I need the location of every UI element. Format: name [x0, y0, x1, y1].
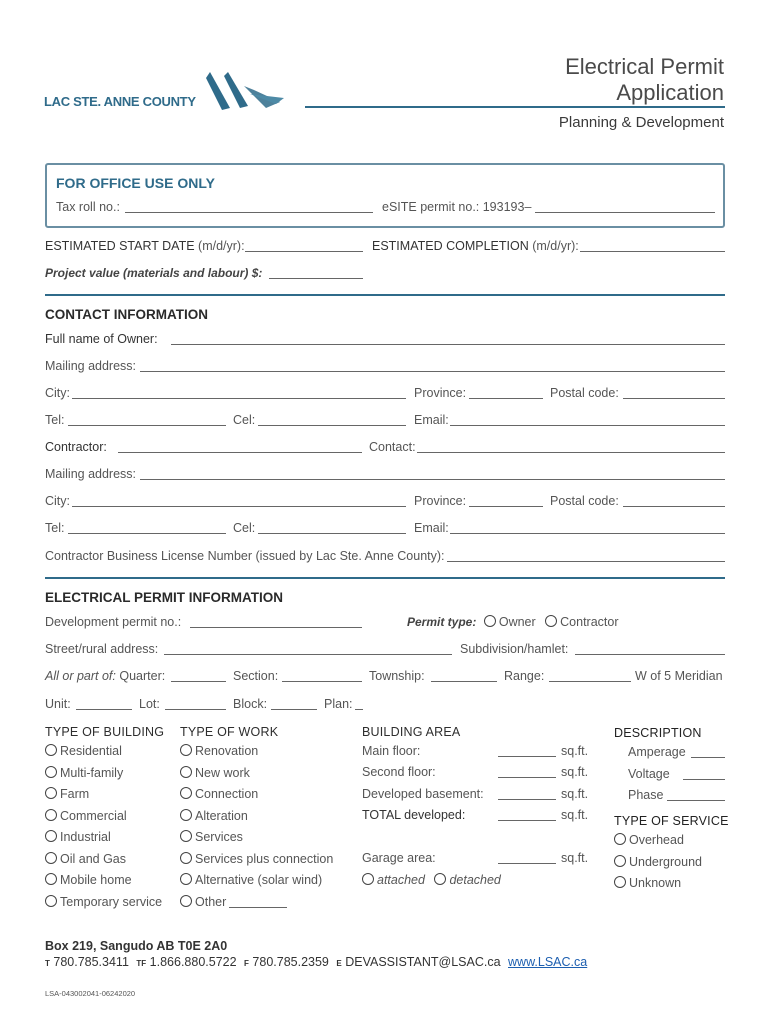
contractor-contact-label: Contact: — [369, 440, 416, 454]
building-type-oil-and-gas[interactable]: Oil and Gas — [45, 852, 162, 874]
esite-field[interactable] — [535, 212, 715, 213]
owner-mailing-label: Mailing address: — [45, 359, 137, 373]
section-rule — [45, 294, 725, 296]
radio-icon[interactable] — [180, 830, 192, 842]
license-field[interactable] — [447, 561, 725, 562]
radio-icon[interactable] — [45, 787, 57, 799]
lot-label: Lot: — [139, 697, 160, 711]
total-developed-unit: sq.ft. — [561, 808, 589, 822]
radio-icon[interactable] — [180, 809, 192, 821]
contractor-tel-field[interactable] — [68, 533, 226, 534]
contractor-cel-field[interactable] — [258, 533, 406, 534]
license-label: Contractor Business License Number (issued by Lac Ste. Anne County): — [45, 549, 445, 563]
quarter-label: All or part of: Quarter: — [45, 669, 166, 683]
work-type-connection[interactable]: Connection — [180, 787, 333, 809]
owner-cel-field[interactable] — [258, 425, 406, 426]
radio-icon[interactable] — [434, 873, 446, 885]
garage-area-unit: sq.ft. — [561, 851, 589, 865]
radio-icon[interactable] — [45, 830, 57, 842]
contractor-tel-label: Tel: — [45, 521, 65, 535]
meridian-label: W of 5 Meridian — [635, 669, 723, 683]
work-type-renovation[interactable]: Renovation — [180, 744, 333, 766]
total-developed-label: TOTAL developed: — [362, 808, 466, 822]
county-name: LAC STE. ANNE COUNTY — [44, 94, 196, 109]
service-list — [614, 833, 702, 898]
contractor-city-label: City: — [45, 494, 70, 508]
description-heading: DESCRIPTION — [614, 726, 702, 740]
work-type-other[interactable]: Other — [180, 895, 333, 917]
owner-province-field[interactable] — [469, 398, 543, 399]
dev-permit-label: Development permit no.: — [45, 615, 182, 629]
owner-tel-label: Tel: — [45, 413, 65, 427]
amperage-label: Amperage — [628, 745, 686, 759]
title-rule — [305, 106, 725, 108]
contractor-postal-field[interactable] — [623, 506, 725, 507]
footer-address: Box 219, Sangudo AB T0E 2A0 — [45, 939, 228, 953]
title-line-2: Application — [616, 80, 724, 105]
section-label: Section: — [233, 669, 279, 683]
permit-type-contractor-option[interactable]: Contractor — [545, 615, 618, 629]
other-field[interactable] — [229, 907, 287, 908]
footer-website-link[interactable]: www.LSAC.ca — [508, 955, 588, 969]
service-unknown[interactable]: Unknown — [614, 876, 702, 898]
work-type-services-plus-connection[interactable]: Services plus connection — [180, 852, 333, 874]
project-value-field[interactable] — [269, 278, 363, 279]
section-rule — [45, 577, 725, 579]
permit-type-owner-option[interactable]: Owner — [484, 615, 536, 629]
unit-label: Unit: — [45, 697, 71, 711]
footer-toll-free: 1.866.880.5722 — [149, 955, 237, 969]
township-field[interactable] — [431, 681, 497, 682]
quarter-field[interactable] — [171, 681, 226, 682]
owner-city-label: City: — [45, 386, 70, 400]
dev-permit-field[interactable] — [190, 627, 362, 628]
lot-field[interactable] — [165, 709, 226, 710]
contractor-field[interactable] — [118, 452, 362, 453]
start-date-field[interactable] — [245, 251, 363, 252]
radio-icon[interactable] — [180, 873, 192, 885]
permit-type-label: Permit type: — [407, 615, 477, 629]
range-label: Range: — [504, 669, 545, 683]
unit-field[interactable] — [76, 709, 132, 710]
permit-heading: ELECTRICAL PERMIT INFORMATION — [45, 590, 283, 605]
service-underground[interactable]: Underground — [614, 855, 702, 877]
radio-icon[interactable] — [614, 833, 626, 845]
radio-icon[interactable] — [614, 855, 626, 867]
garage-area-label: Garage area: — [362, 851, 436, 865]
building-type-farm[interactable]: Farm — [45, 787, 162, 809]
amperage-field[interactable] — [691, 757, 725, 758]
title-line-1: Electrical Permit — [565, 54, 724, 79]
plan-label: Plan: — [324, 697, 353, 711]
contractor-province-label: Province: — [414, 494, 467, 508]
block-label: Block: — [233, 697, 268, 711]
contractor-mailing-label: Mailing address: — [45, 467, 137, 481]
contractor-postal-label: Postal code: — [550, 494, 619, 508]
contact-heading: CONTACT INFORMATION — [45, 307, 208, 322]
work-type-heading: TYPE OF WORK — [180, 725, 279, 739]
subdivision-field[interactable] — [575, 654, 725, 655]
work-type-alteration[interactable]: Alteration — [180, 809, 333, 831]
office-use-heading: FOR OFFICE USE ONLY — [56, 175, 215, 191]
contractor-email-label: Email: — [414, 521, 449, 535]
phase-field[interactable] — [667, 800, 725, 801]
street-field[interactable] — [164, 654, 452, 655]
footer-phone: 780.785.3411 — [53, 955, 129, 969]
radio-icon[interactable] — [180, 852, 192, 864]
garage-attached-group — [362, 873, 501, 887]
county-logo — [44, 68, 284, 116]
work-type-alternative[interactable]: Alternative (solar wind) — [180, 873, 333, 895]
phase-label: Phase — [628, 788, 664, 802]
start-date-label: ESTIMATED START DATE (m/d/yr): — [45, 239, 245, 253]
office-use-box — [45, 163, 725, 228]
township-label: Township: — [369, 669, 425, 683]
radio-icon[interactable] — [545, 615, 557, 627]
radio-icon[interactable] — [362, 873, 374, 885]
building-type-industrial[interactable]: Industrial — [45, 830, 162, 852]
basement-unit: sq.ft. — [561, 787, 589, 801]
garage-detached-option[interactable]: detached — [434, 873, 500, 887]
owner-mailing-field[interactable] — [140, 371, 725, 372]
completion-date-label: ESTIMATED COMPLETION (m/d/yr): — [372, 239, 579, 253]
main-floor-label: Main floor: — [362, 744, 421, 758]
contractor-city-field[interactable] — [72, 506, 406, 507]
radio-icon[interactable] — [180, 766, 192, 778]
garage-area-field[interactable] — [498, 863, 556, 864]
owner-email-field[interactable] — [450, 425, 725, 426]
second-floor-field[interactable] — [498, 777, 556, 778]
service-overhead[interactable]: Overhead — [614, 833, 702, 855]
work-type-list — [180, 744, 333, 916]
building-type-residential[interactable]: Residential — [45, 744, 162, 766]
county-logo-mark — [204, 68, 290, 116]
section-field[interactable] — [282, 681, 362, 682]
voltage-label: Voltage — [628, 767, 670, 781]
total-developed-field[interactable] — [498, 820, 556, 821]
building-type-commercial[interactable]: Commercial — [45, 809, 162, 831]
completion-date-field[interactable] — [580, 251, 725, 252]
footer-contacts: T 780.785.3411 TF 1.866.880.5722 F 780.785.2359 E DEVASSISTANT@LSAC.ca www.LSAC.ca — [45, 955, 588, 969]
contractor-email-field[interactable] — [450, 533, 725, 534]
contractor-province-field[interactable] — [469, 506, 543, 507]
service-heading: TYPE OF SERVICE — [614, 814, 729, 828]
building-type-list — [45, 744, 162, 916]
radio-icon[interactable] — [180, 895, 192, 907]
building-type-temporary-service[interactable]: Temporary service — [45, 895, 162, 917]
radio-icon[interactable] — [45, 809, 57, 821]
owner-field[interactable] — [171, 344, 725, 345]
owner-email-label: Email: — [414, 413, 449, 427]
contractor-contact-field[interactable] — [417, 452, 725, 453]
radio-icon[interactable] — [614, 876, 626, 888]
work-type-new-work[interactable]: New work — [180, 766, 333, 788]
radio-icon[interactable] — [45, 852, 57, 864]
owner-postal-field[interactable] — [623, 398, 725, 399]
basement-field[interactable] — [498, 799, 556, 800]
owner-postal-label: Postal code: — [550, 386, 619, 400]
second-floor-unit: sq.ft. — [561, 765, 589, 779]
subdivision-label: Subdivision/hamlet: — [460, 642, 569, 656]
radio-icon[interactable] — [45, 766, 57, 778]
building-area-heading: BUILDING AREA — [362, 725, 461, 739]
owner-label: Full name of Owner: — [45, 332, 158, 346]
building-type-multi-family[interactable]: Multi-family — [45, 766, 162, 788]
contractor-mailing-field[interactable] — [140, 479, 725, 480]
owner-tel-field[interactable] — [68, 425, 226, 426]
garage-attached-option[interactable]: attached — [362, 873, 425, 887]
basement-label: Developed basement: — [362, 787, 484, 801]
footer-fax: 780.785.2359 — [252, 955, 329, 969]
radio-icon[interactable] — [180, 744, 192, 756]
radio-icon[interactable] — [484, 615, 496, 627]
footer-email[interactable]: DEVASSISTANT@LSAC.ca — [345, 955, 501, 969]
page-subtitle: Planning & Development — [558, 114, 724, 131]
radio-icon[interactable] — [180, 787, 192, 799]
plan-field[interactable] — [355, 709, 363, 710]
form-code: LSA-043002041-06242020 — [45, 989, 136, 998]
work-type-services[interactable]: Services — [180, 830, 333, 852]
tax-roll-field[interactable] — [125, 212, 373, 213]
main-floor-field[interactable] — [498, 756, 556, 757]
permit-type-group — [407, 615, 619, 629]
second-floor-label: Second floor: — [362, 765, 436, 779]
owner-cel-label: Cel: — [233, 413, 256, 427]
voltage-field[interactable] — [683, 779, 725, 780]
radio-icon[interactable] — [45, 895, 57, 907]
contractor-cel-label: Cel: — [233, 521, 256, 535]
owner-province-label: Province: — [414, 386, 467, 400]
street-label: Street/rural address: — [45, 642, 159, 656]
radio-icon[interactable] — [45, 873, 57, 885]
owner-city-field[interactable] — [72, 398, 406, 399]
tax-roll-label: Tax roll no.: — [56, 200, 120, 214]
page-title — [565, 54, 724, 106]
building-type-mobile-home[interactable]: Mobile home — [45, 873, 162, 895]
esite-label: eSITE permit no.: 193193– — [382, 200, 532, 214]
building-type-heading: TYPE OF BUILDING — [45, 725, 165, 739]
project-value-label: Project value (materials and labour) $: — [45, 266, 263, 280]
contractor-label: Contractor: — [45, 440, 107, 454]
block-field[interactable] — [271, 709, 317, 710]
main-floor-unit: sq.ft. — [561, 744, 589, 758]
radio-icon[interactable] — [45, 744, 57, 756]
range-field[interactable] — [549, 681, 631, 682]
